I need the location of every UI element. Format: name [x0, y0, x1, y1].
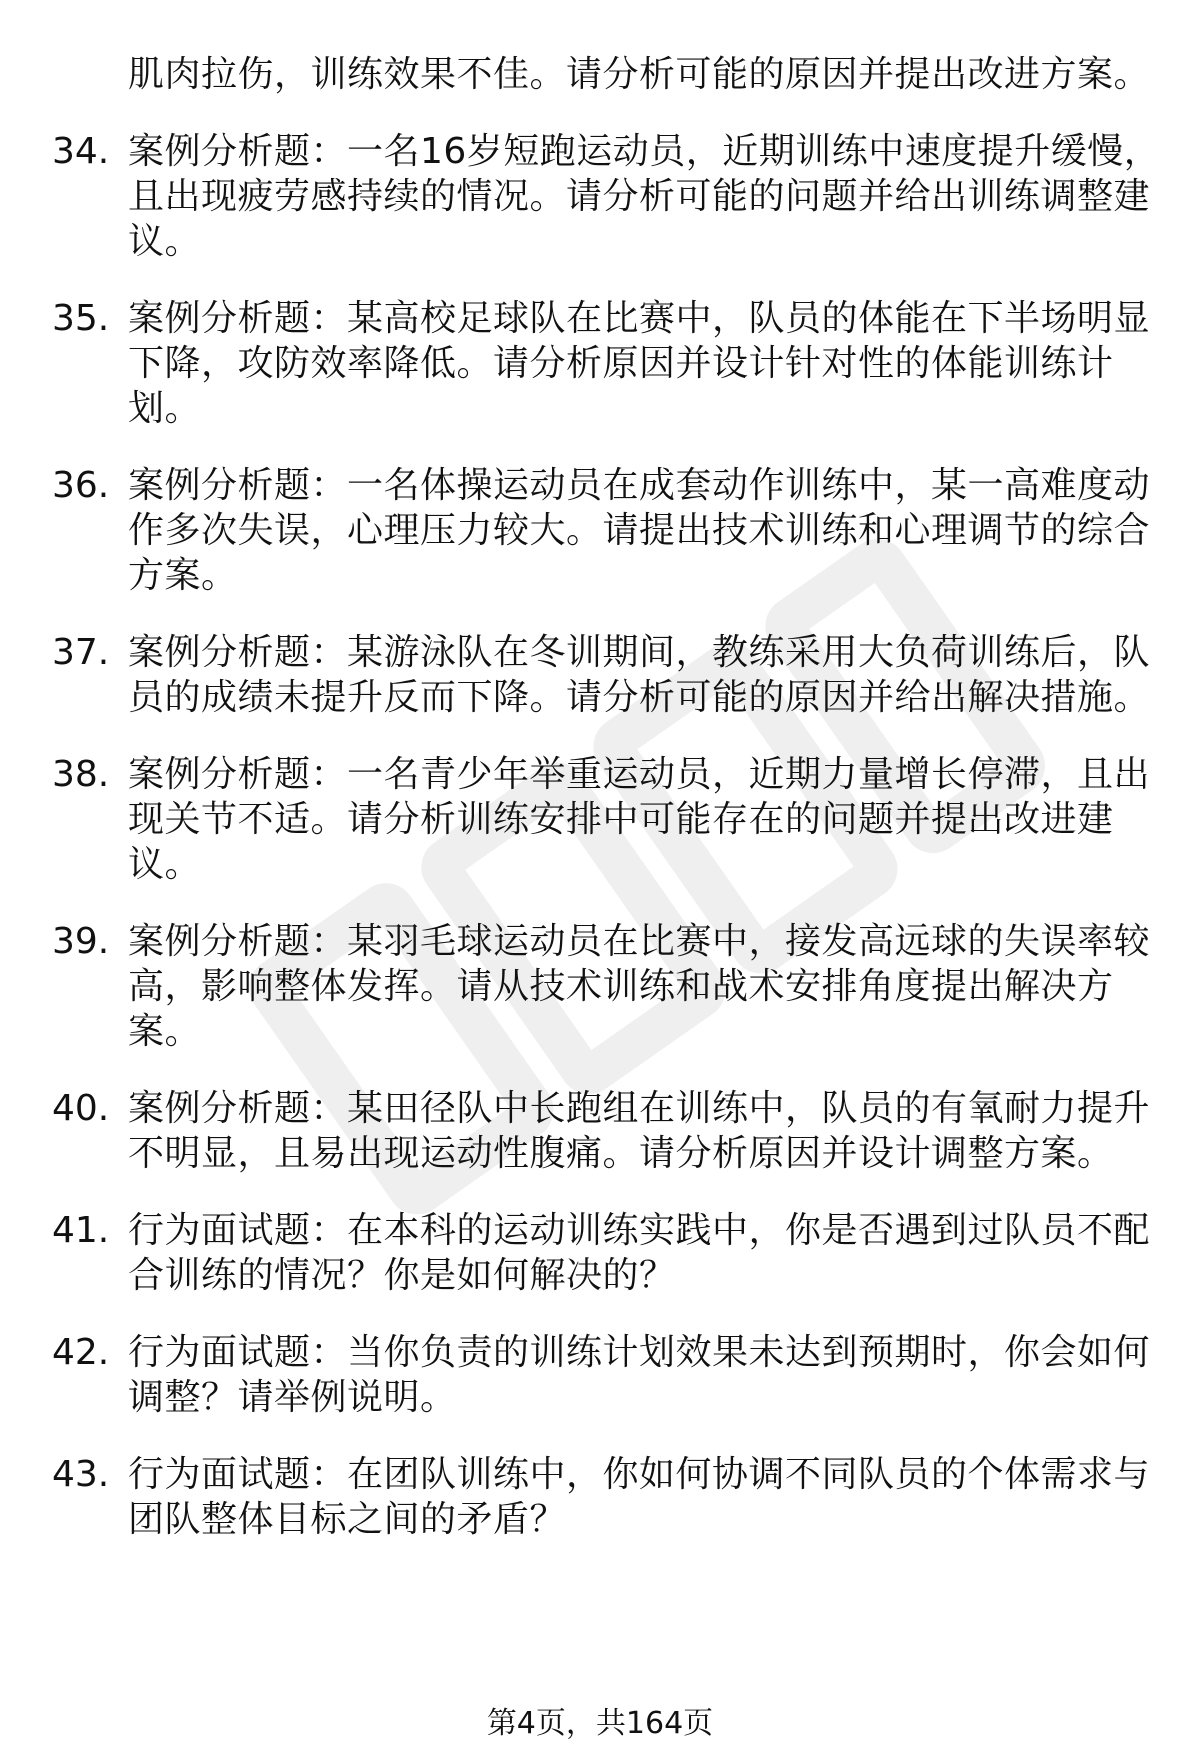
item-line: 案例分析题：一名体操运动员在成套动作训练中，某一高难度动 [128, 465, 1151, 506]
item-line: 且出现疲劳感持续的情况。请分析可能的问题并给出训练调整建 [128, 176, 1151, 217]
item-line: 议。 [128, 221, 202, 262]
item-number: 39. [52, 921, 110, 962]
item-line: 员的成绩未提升反而下降。请分析可能的原因并给出解决措施。 [128, 677, 1151, 718]
item-number: 41. [52, 1210, 110, 1251]
watermark-logo [150, 430, 1100, 1330]
item-number: 40. [52, 1088, 110, 1129]
item-line: 案例分析题：一名青少年举重运动员，近期力量增长停滞，且出 [128, 754, 1151, 795]
item-line: 现关节不适。请分析训练安排中可能存在的问题并提出改进建 [128, 799, 1114, 840]
item-line: 方案。 [128, 555, 238, 596]
item-line: 行为面试题：当你负责的训练计划效果未达到预期时，你会如何 [128, 1332, 1151, 1373]
item-number: 34. [52, 131, 110, 172]
item-line: 不明显，且易出现运动性腹痛。请分析原因并设计调整方案。 [128, 1133, 1114, 1174]
item-line: 行为面试题：在团队训练中，你如何协调不同队员的个体需求与 [128, 1454, 1151, 1495]
page-number-footer: 第4页，共164页 [486, 1706, 714, 1741]
item-line: 团队整体目标之间的矛盾？ [128, 1499, 567, 1540]
item-line: 调整？请举例说明。 [128, 1377, 457, 1418]
intro-line: 肌肉拉伤，训练效果不佳。请分析可能的原因并提出改进方案。 [128, 54, 1151, 95]
item-line: 高，影响整体发挥。请从技术训练和战术安排角度提出解决方 [128, 966, 1114, 1007]
item-number: 42. [52, 1332, 110, 1373]
item-line: 案例分析题：某游泳队在冬训期间，教练采用大负荷训练后，队 [128, 632, 1151, 673]
item-number: 35. [52, 298, 110, 339]
item-line: 案例分析题：某高校足球队在比赛中，队员的体能在下半场明显 [128, 298, 1151, 339]
item-number: 43. [52, 1454, 110, 1495]
item-line: 行为面试题：在本科的运动训练实践中，你是否遇到过队员不配 [128, 1210, 1151, 1251]
item-line: 下降，攻防效率降低。请分析原因并设计针对性的体能训练计 [128, 343, 1114, 384]
item-line: 合训练的情况？你是如何解决的？ [128, 1255, 676, 1296]
item-line: 案。 [128, 1011, 202, 1052]
item-line: 案例分析题：某田径队中长跑组在训练中，队员的有氧耐力提升 [128, 1088, 1151, 1129]
item-line: 案例分析题：某羽毛球运动员在比赛中，接发高远球的失误率较 [128, 921, 1151, 962]
item-number: 36. [52, 465, 110, 506]
item-line: 议。 [128, 844, 202, 885]
item-number: 38. [52, 754, 110, 795]
item-line: 案例分析题：一名16岁短跑运动员，近期训练中速度提升缓慢， [128, 131, 1161, 172]
item-line: 作多次失误，心理压力较大。请提出技术训练和心理调节的综合 [128, 510, 1151, 551]
item-number: 37. [52, 632, 110, 673]
item-line: 划。 [128, 388, 202, 429]
